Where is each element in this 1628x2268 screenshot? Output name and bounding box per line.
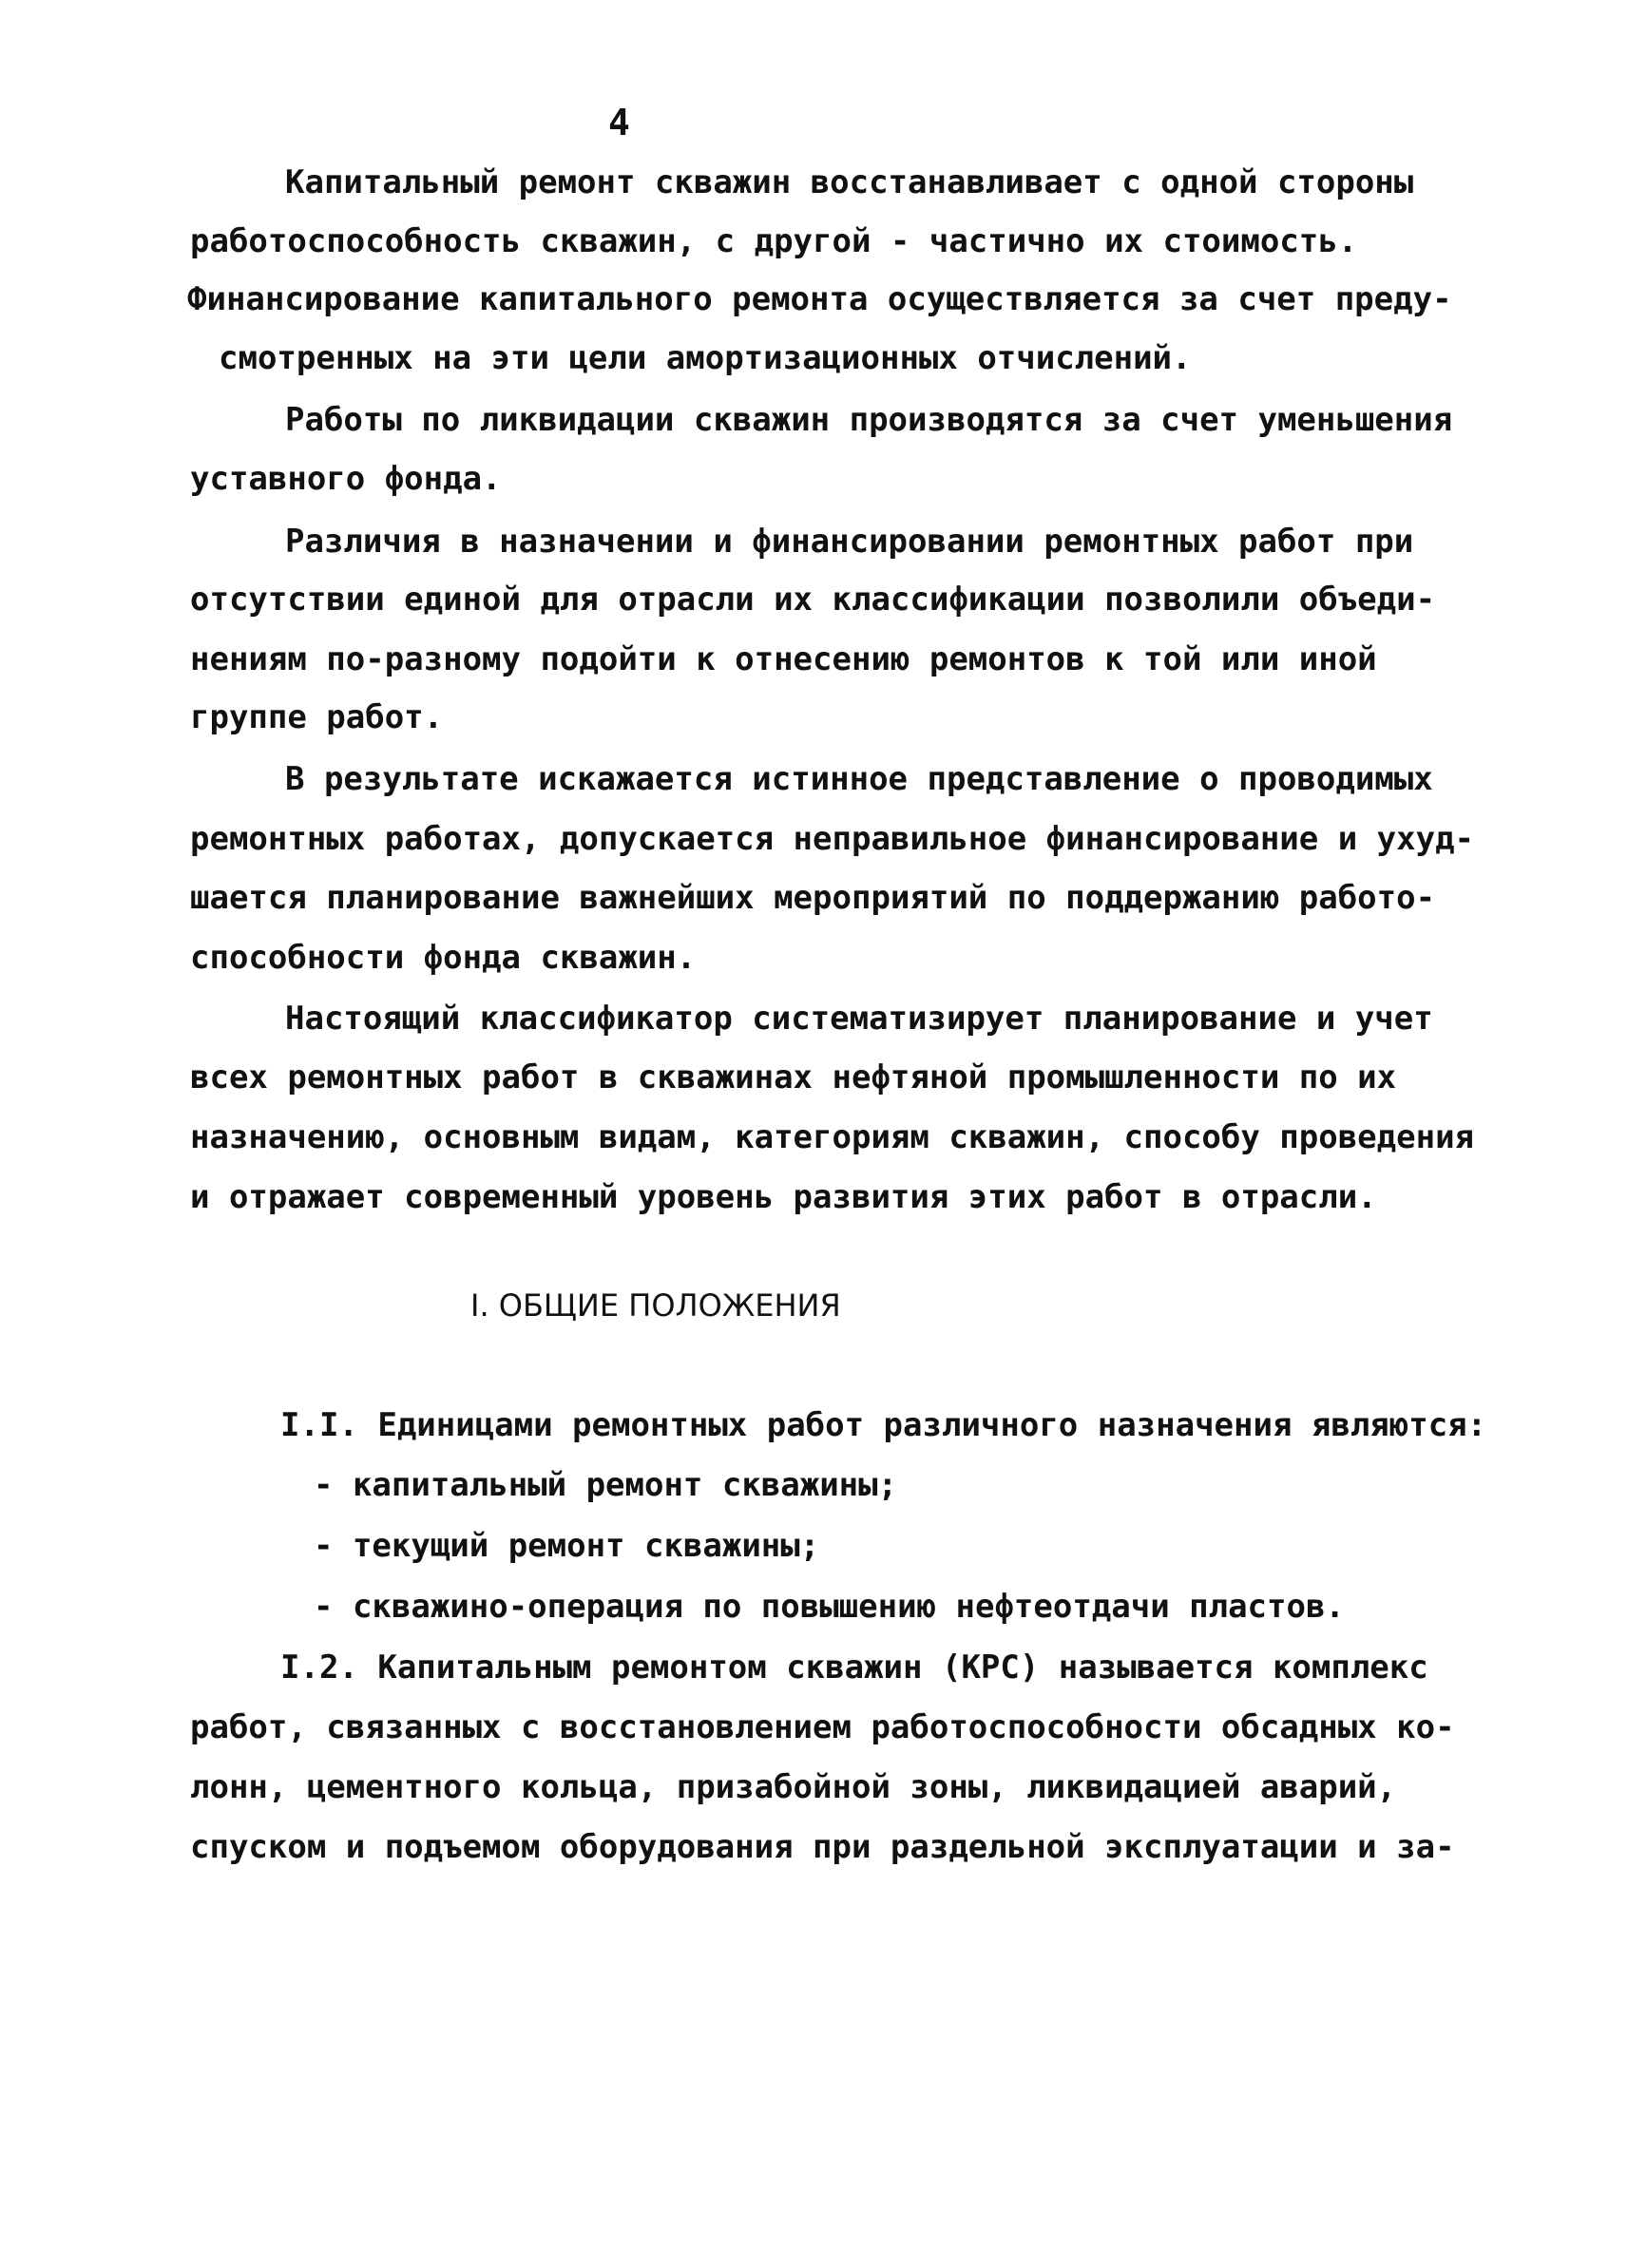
list-item: - текущий ремонт скважины;	[314, 1527, 820, 1565]
text-line: группе работ.	[190, 698, 444, 736]
text-line: ремонтных работах, допускается неправильное финансирование и ухуд-	[190, 820, 1475, 858]
page-number: 4	[608, 102, 630, 143]
clause-1-2-line: лонн, цементного кольца, призабойной зоны, ликвидацией аварий,	[190, 1768, 1397, 1806]
text-line: всех ремонтных работ в скважинах нефтяной промышленности по их	[190, 1058, 1397, 1096]
clause-1-1: I.I. Единицами ремонтных работ различного назначения являются:	[280, 1406, 1487, 1444]
text-line: назначению, основным видам, категориям скважин, способу проведения	[190, 1118, 1475, 1156]
clause-1-2-line: I.2. Капитальным ремонтом скважин (КРС) называется комплекс	[280, 1649, 1428, 1687]
text-line: отсутствии единой для отрасли их классификации позволили объеди-	[190, 581, 1436, 619]
text-line: работоспособность скважин, с другой - частично их стоимость.	[190, 222, 1358, 260]
clause-1-2-line: спуском и подъемом оборудования при раздельной эксплуатации и за-	[190, 1828, 1455, 1866]
text-line: способности фонда скважин.	[190, 939, 697, 977]
text-line: нениям по-разному подойти к отнесению ремонтов к той или иной	[190, 640, 1377, 678]
clause-1-2-line: работ, связанных с восстановлением работоспособности обсадных ко-	[190, 1708, 1455, 1746]
text-line: уставного фонда.	[190, 460, 502, 498]
text-line: и отражает современный уровень развития этих работ в отрасли.	[190, 1178, 1377, 1216]
text-line: В результате искажается истинное представление о проводимых	[285, 760, 1433, 798]
list-item: - капитальный ремонт скважины;	[314, 1466, 898, 1504]
text-line: смотренных на эти цели амортизационных отчислений.	[219, 339, 1192, 377]
list-item: - скважино-операция по повышению нефтеотдачи пластов.	[314, 1588, 1345, 1626]
text-line: Работы по ликвидации скважин производятся за счет уменьшения	[285, 401, 1453, 439]
text-line: Финансирование капитального ремонта осуществляется за счет преду-	[187, 280, 1452, 318]
text-line: шается планирование важнейших мероприятий по поддержанию работо-	[190, 879, 1436, 917]
section-heading: I. ОБЩИЕ ПОЛОЖЕНИЯ	[470, 1287, 841, 1324]
text-line: Различия в назначении и финансировании ремонтных работ при	[285, 523, 1414, 561]
text-line: Настоящий классификатор систематизирует планирование и учет	[285, 1000, 1433, 1038]
text-line: Капитальный ремонт скважин восстанавливает с одной стороны	[285, 163, 1414, 201]
